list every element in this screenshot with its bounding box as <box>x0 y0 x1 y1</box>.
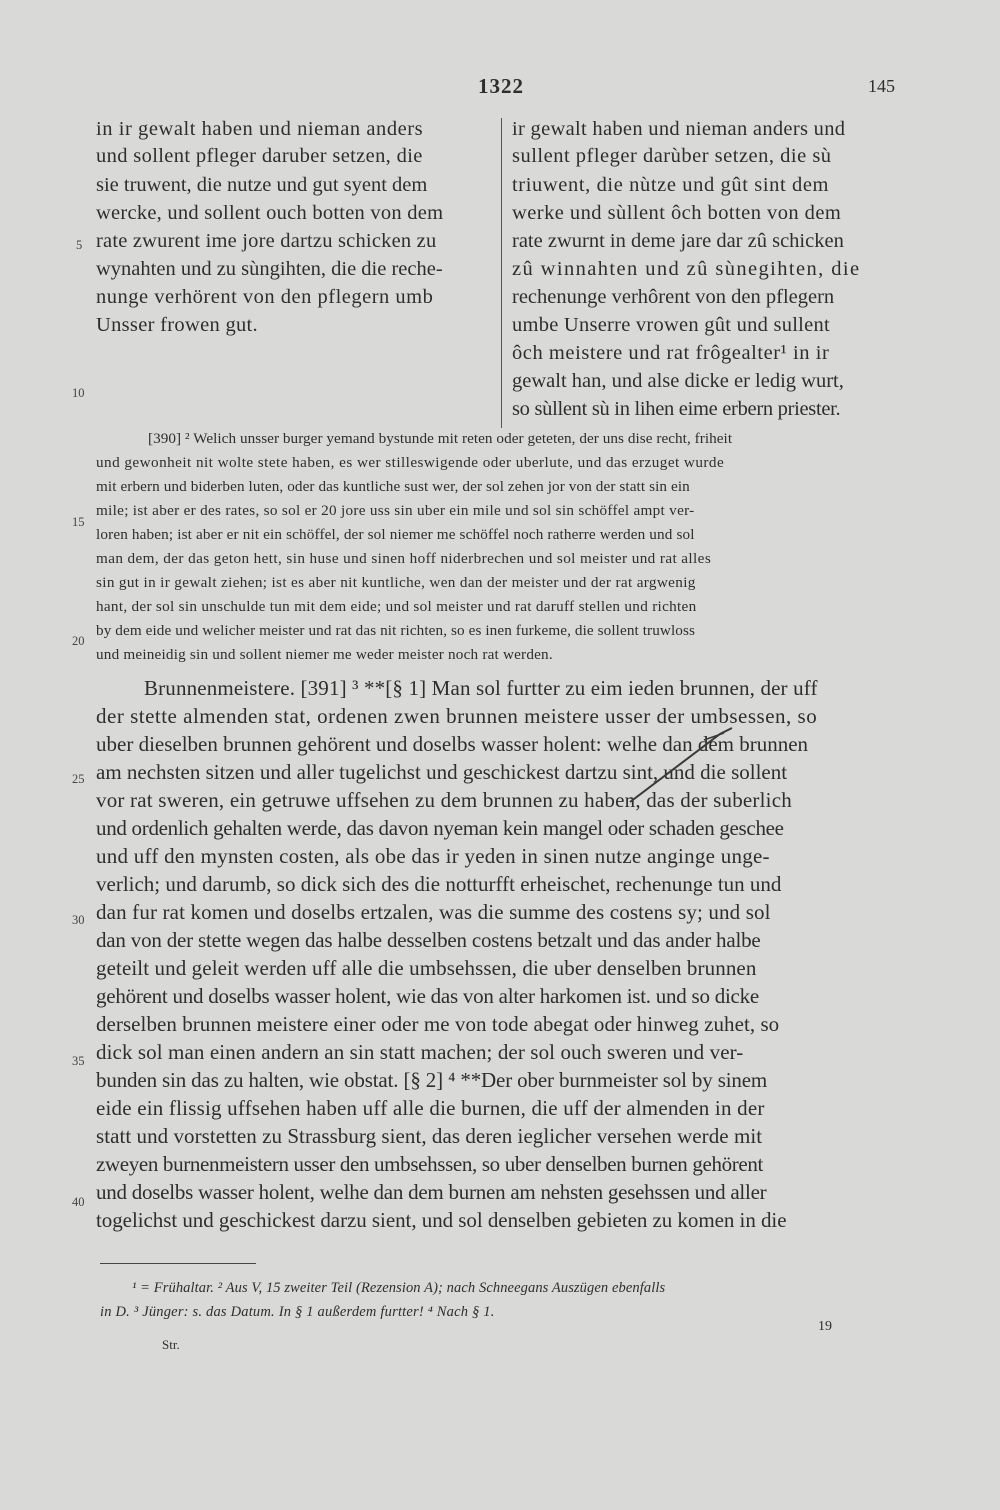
left-column-line: nunge verhörent von den pflegern umb <box>96 286 434 308</box>
line-number: 25 <box>72 772 85 786</box>
small-paragraph-line: hant, der sol sin unschulde tun mit dem eide; und sol meister und rat daruff stellen und richten <box>96 598 697 615</box>
small-paragraph-line: und meineidig sin und sollent niemer me weder meister noch rat werden. <box>96 646 553 663</box>
page-number: 1322 <box>478 74 524 98</box>
main-paragraph-line: uber dieselben brunnen gehörent und doselbs wasser holent: welhe dan dem brunnen <box>96 732 809 756</box>
main-paragraph-line: derselben brunnen meistere einer oder me von tode abegat oder hinweg zuhet, so <box>96 1012 780 1036</box>
left-column-line: Unsser frowen gut. <box>96 314 258 336</box>
line-number: 35 <box>72 1054 85 1068</box>
main-paragraph-line: vor rat sweren, ein getruwe uffsehen zu dem brunnen zu haben, das der suberlich <box>96 788 792 812</box>
small-paragraph-line: und gewonheit nit wolte stete haben, es wer stilleswigende oder uberlute, und das erzuget wurde <box>96 454 725 471</box>
main-paragraph-line: zweyen burnenmeistern usser den umbsehssen, so uber denselben burnen gehörent <box>96 1152 764 1176</box>
small-paragraph-line: sin gut in ir gewalt ziehen; ist es aber nit kuntliche, wen dan der meister und der rat argwenig <box>96 574 696 591</box>
left-column-line: in ir gewalt haben und nieman anders <box>96 118 424 140</box>
main-paragraph-line: und doselbs wasser holent, welhe dan dem burnen am nehsten gesehssen und aller <box>96 1180 767 1204</box>
line-number: 30 <box>72 913 85 927</box>
printer-signature: Str. <box>162 1337 180 1352</box>
main-paragraph-line: Brunnenmeistere. [391] ³ **[§ 1] Man sol furtter zu eim ieden brunnen, der uff <box>144 676 818 700</box>
main-paragraph-line: eide ein flissig uffsehen haben uff alle die burnen, die uff der almenden in der <box>96 1096 765 1120</box>
left-column-line: wynahten und zu sùngihten, die die reche- <box>96 258 443 280</box>
small-paragraph-line: [390] ² Welich unsser burger yemand bystunde mit reten oder geteten, der uns dise recht, friheit <box>148 430 733 447</box>
right-column-line: so sùllent sù in lihen eime erbern priester. <box>512 398 841 420</box>
right-column-line: zû winnahten und zû sùnegihten, die <box>512 258 861 280</box>
line-number: 20 <box>72 634 85 648</box>
right-column-line: triuwent, die nùtze und gût sint dem <box>512 174 830 196</box>
left-column-line: und sollent pfleger daruber setzen, die <box>96 145 423 167</box>
main-paragraph-line: dan von der stette wegen das halbe desselben costens betzalt und das ander halbe <box>96 928 761 952</box>
footnote-rule <box>100 1263 256 1264</box>
line-number: 15 <box>72 515 85 529</box>
right-column-line: umbe Unserre vrowen gût und sullent <box>512 314 830 336</box>
main-paragraph-line: und uff den mynsten costen, als obe das ir yeden in sinen nutze anginge unge- <box>96 844 770 868</box>
main-paragraph-line: am nechsten sitzen und aller tugelichst und geschickest dartzu sint, und die sollent <box>96 760 788 784</box>
main-paragraph-line: geteilt und geleit werden uff alle die umbsehssen, die uber denselben brunnen <box>96 956 757 980</box>
right-column-line: sullent pfleger darùber setzen, die sù <box>512 145 832 167</box>
left-column-line: rate zwurent ime jore dartzu schicken zu <box>96 230 437 252</box>
left-column-line: wercke, und sollent ouch botten von dem <box>96 202 444 224</box>
footnote-line: ¹ = Frühaltar. ² Aus V, 15 zweiter Teil (Rezension A); nach Schneegans Auszügen ebenfalls <box>132 1280 666 1296</box>
folio-number: 145 <box>868 76 895 96</box>
column-divider <box>501 118 502 428</box>
right-column-line: ôch meistere und rat frôgealter¹ in ir <box>512 342 830 364</box>
line-number: 40 <box>72 1195 85 1209</box>
small-paragraph-line: by dem eide und welicher meister und rat das nit richten, so es inen furkeme, die sollent truwloss <box>96 622 696 639</box>
strikethrough-mark <box>620 720 740 810</box>
sheet-number: 19 <box>818 1319 832 1334</box>
main-paragraph-line: und ordenlich gehalten werde, das davon nyeman kein mangel oder schaden geschee <box>96 816 784 840</box>
main-paragraph-line: gehörent und doselbs wasser holent, wie das von alter harkomen ist. und so dicke <box>96 984 759 1008</box>
right-column-line: werke und sùllent ôch botten von dem <box>512 202 842 224</box>
small-paragraph-line: loren haben; ist aber er nit ein schöffel, der sol niemer me schöffel noch ratherre werden und sol <box>96 526 695 543</box>
main-paragraph-line: dick sol man einen andern an sin statt machen; der sol ouch sweren und ver- <box>96 1040 744 1064</box>
right-column-line: ir gewalt haben und nieman anders und <box>512 118 846 140</box>
right-column-line: gewalt han, und alse dicke er ledig wurt, <box>512 370 844 392</box>
main-paragraph-line: dan fur rat komen und doselbs ertzalen, was die summe des costens sy; und sol <box>96 900 771 924</box>
right-column-line: rechenunge verhôrent von den pflegern <box>512 286 835 308</box>
footnote-line: in D. ³ Jünger: s. das Datum. In § 1 außerdem furtter! ⁴ Nach § 1. <box>100 1304 495 1320</box>
small-paragraph-line: mile; ist aber er des rates, so sol er 20 jore uss sin uber ein mile und sol sin schöffel ampt ver- <box>96 502 695 519</box>
right-column-line: rate zwurnt in deme jare dar zû schicken <box>512 230 844 252</box>
small-paragraph-line: mit erbern und biderben luten, oder das kuntliche sust wer, der sol zehen jor von der statt sin ein <box>96 478 690 495</box>
main-paragraph-line: bunden sin das zu halten, wie obstat. [§ 2] ⁴ **Der ober burnmeister sol by sinem <box>96 1068 768 1092</box>
main-paragraph-line: der stette almenden stat, ordenen zwen brunnen meistere usser der umbsessen, so <box>96 704 818 728</box>
left-column-line: sie truwent, die nutze und gut syent dem <box>96 174 428 196</box>
main-paragraph-line: togelichst und geschickest darzu sient, und sol denselben gebieten zu komen in die <box>96 1208 787 1232</box>
line-number: 10 <box>72 386 85 400</box>
main-paragraph-line: statt und vorstetten zu Strassburg sient, das deren ieglicher versehen werde mit <box>96 1124 763 1148</box>
main-paragraph-line: verlich; und darumb, so dick sich des die notturfft erheischet, rechenunge tun und <box>96 872 782 896</box>
small-paragraph-line: man dem, der das geton hett, sin huse und sinen hoff niderbrechen und sol meister und rat alles <box>96 550 712 567</box>
line-number: 5 <box>76 238 83 252</box>
